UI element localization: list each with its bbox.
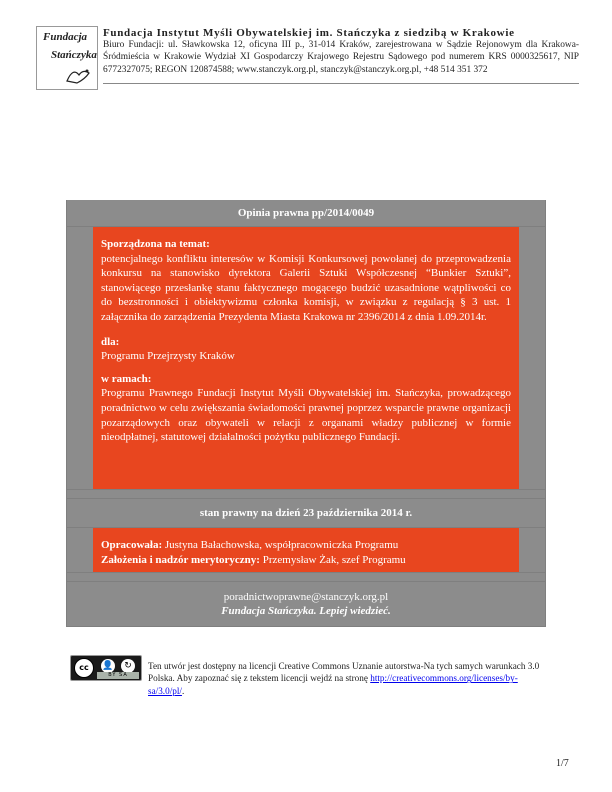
share-alike-icon: ↻ — [121, 659, 135, 673]
for-text: Programu Przejrzysty Kraków — [101, 350, 235, 363]
opinion-title: Opinia prawna pp/2014/0049 — [237, 207, 375, 219]
cc-icon: cc — [74, 658, 94, 678]
license-text: Ten utwór jest dostępny na licencji Creative Commons Uznanie autorstwa-Na tych samych warunkach 3.0 Polska. Aby zapoznać się z tekstem licencji wejdź na stronę — [148, 661, 540, 684]
legal-state-row — [66, 499, 546, 527]
cc-license-badge[interactable] — [70, 655, 142, 681]
topic-text: potencjalnego konfliktu interesów w Komisji Konkursowej powołanej do przeprowadzenia konkursu na stanowisko dyrektora Galerii Sztuki Współczesnej “Bunkier Sztuki”, stanowiącego przesłankę stanu faktycznego mogącego budzić uzasadnione wątpliwości co do bezstronności i obiektywizmu członka komisji, w związku z regulacją § 3 ust. 1 załącznika do zarządzenia Prezydenta Miasta Krakowa nr 2396/2014 z dnia 1.09.2014r. — [101, 252, 511, 323]
org-details: Biuro Fundacji: ul. Sławkowska 12, oficyna III p., 31-014 Kraków, zarejestrowana w Sądzie Rejonowym dla Krakowa-Śródmieścia w Krakowie Wydział XI Gospodarczy Krajowego Rejestru Sądowego pod numerem KRS 0000325617, NIP 6772327075; REGON 120874588; www.stanczyk.org.pl, stanczyk@stanczyk.org.pl, +48 514 351 372 — [103, 40, 579, 75]
letterhead-divider — [103, 83, 579, 84]
logo-text-line2: Stańczyka — [51, 49, 97, 61]
opinion-table — [66, 200, 546, 627]
letterhead-text — [103, 27, 579, 76]
authors-row — [66, 528, 546, 572]
license-link-suffix: . — [181, 685, 185, 696]
prepared-text: Justyna Bałachowska, współpracowniczka Programu — [164, 539, 399, 551]
details-row — [66, 227, 546, 489]
prepared-label: Opracowała: — [101, 539, 163, 551]
title-row — [66, 200, 546, 226]
assumptions-text: Przemysław Żak, szef Programu — [262, 553, 406, 566]
page-number: 1/7 — [556, 758, 569, 769]
legal-state: stan prawny na dzień 23 października 2014 r. — [199, 507, 413, 519]
within-text: Programu Prawnego Fundacji Instytut Myśli Obywatelskiej im. Stańczyka, prowadzącego poradnictwo w celu zwiększania świadomości prawnej poprzez wsparcie prawne organizacji pozarządowych oraz obywateli w relacji z organami władzy publicznej w formie nieodpłatnej, statutowej działalności pożytku publicznego Fundacji. — [101, 387, 511, 444]
contact-email[interactable]: poradnictwoprawne@stanczyk.org.pl — [223, 591, 389, 603]
foundation-logo — [36, 26, 98, 90]
slogan: Fundacja Stańczyka. Lepiej wiedzieć. — [221, 605, 391, 617]
org-name: Fundacja Instytut Myśli Obywatelskiej im. Stańczyka z siedzibą w Krakowie — [103, 27, 515, 39]
logo-text-line1: Fundacja — [43, 31, 88, 43]
footer-row — [66, 582, 546, 626]
attribution-icon: 👤 — [102, 661, 114, 671]
assumptions-label: Założenia i nadzór merytoryczny: — [101, 553, 260, 566]
license-link[interactable]: http://creativecommons.org/licenses/by-sa/3.0/pl/ — [148, 673, 518, 696]
jester-icon — [65, 65, 91, 85]
cc-badge-subtext: BY SA — [97, 672, 139, 679]
for-label: dla: — [101, 335, 120, 348]
license-note — [148, 660, 548, 697]
letterhead — [36, 26, 578, 88]
within-label: w ramach: — [101, 372, 152, 385]
topic-label: Sporządzona na temat: — [101, 238, 210, 250]
